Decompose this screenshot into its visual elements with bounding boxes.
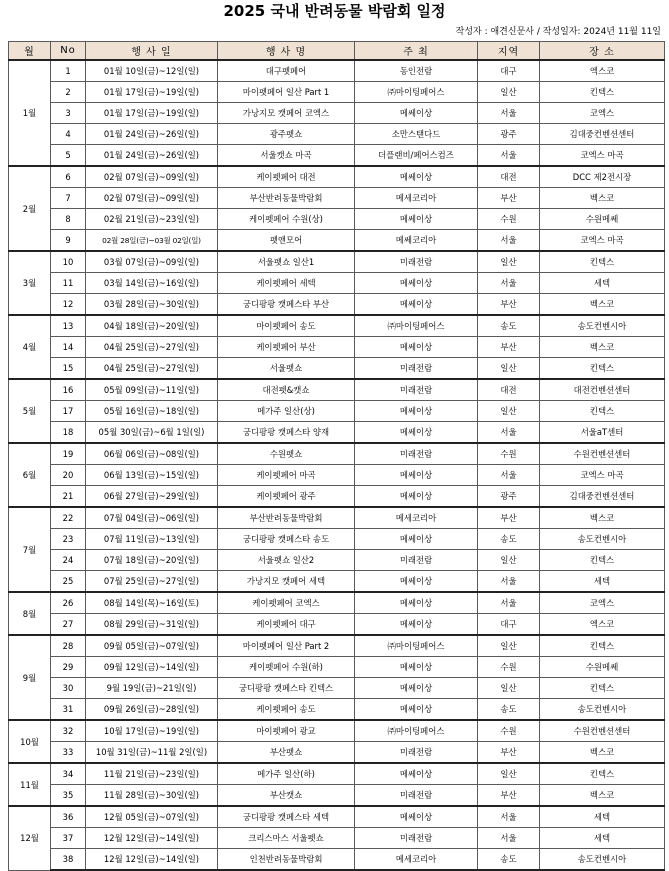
event-date: 01월 24일(금)~26일(일) (86, 145, 218, 167)
table-row (9, 188, 665, 209)
event-name: 케이펫페어 세텍 (218, 273, 355, 294)
table-row (9, 806, 665, 828)
event-region: 송도 (478, 529, 540, 550)
event-host: ㈜마이팅페어스 (355, 82, 478, 103)
table-row (9, 294, 665, 316)
event-no: 6 (51, 166, 86, 188)
event-no: 26 (51, 592, 86, 614)
event-region: 서울 (478, 828, 540, 849)
event-name: 마이펫페어 일산 Part 2 (218, 635, 355, 657)
event-venue: 세텍 (540, 571, 665, 593)
table-row (9, 103, 665, 124)
event-no: 18 (51, 422, 86, 444)
event-venue: DCC 제2전시장 (540, 166, 665, 188)
event-name: 케이펫페어 부산 (218, 337, 355, 358)
event-region: 부산 (478, 337, 540, 358)
event-date: 12월 12일(금)~14일(일) (86, 849, 218, 871)
event-region: 대전 (478, 166, 540, 188)
event-date: 05월 16일(금)~18일(일) (86, 401, 218, 422)
event-region: 서울 (478, 592, 540, 614)
event-date: 01월 17일(금)~19일(일) (86, 82, 218, 103)
table-row (9, 592, 665, 614)
event-date: 07월 18일(금)~20일(일) (86, 550, 218, 571)
event-date: 02월 07일(금)~09일(일) (86, 166, 218, 188)
table-row (9, 60, 665, 82)
event-date: 05월 09일(금)~11일(일) (86, 379, 218, 401)
event-date: 08월 14일(목)~16일(토) (86, 592, 218, 614)
event-venue: 벡스코 (540, 785, 665, 807)
event-venue: 킨텍스 (540, 251, 665, 273)
event-no: 29 (51, 657, 86, 678)
event-no: 13 (51, 315, 86, 337)
event-name: 대전펫&캣쇼 (218, 379, 355, 401)
event-venue: 송도컨벤시아 (540, 699, 665, 721)
event-date: 07월 04일(금)~06일(일) (86, 507, 218, 529)
event-date: 04월 25일(금)~27일(일) (86, 337, 218, 358)
event-date: 11월 28일(금)~30일(일) (86, 785, 218, 807)
event-host: 메세코리아 (355, 188, 478, 209)
event-host: 소만스탠다드 (355, 124, 478, 145)
event-host: 메쎄이상 (355, 614, 478, 636)
table-row (9, 486, 665, 508)
event-venue: 수원컨벤션센터 (540, 720, 665, 742)
event-no: 38 (51, 849, 86, 871)
table-row (9, 742, 665, 764)
event-venue: 킨텍스 (540, 763, 665, 785)
event-name: 가낭지모 캣페어 세텍 (218, 571, 355, 593)
event-no: 14 (51, 337, 86, 358)
event-region: 수원 (478, 657, 540, 678)
event-no: 20 (51, 465, 86, 486)
event-name: 케이펫페어 마곡 (218, 465, 355, 486)
event-no: 16 (51, 379, 86, 401)
event-region: 대전 (478, 379, 540, 401)
header-row (9, 42, 665, 61)
event-host: 메세코리아 (355, 849, 478, 871)
month-cell: 11월 (9, 763, 51, 806)
event-no: 3 (51, 103, 86, 124)
event-region: 수원 (478, 209, 540, 230)
event-date: 11월 21일(금)~23일(일) (86, 763, 218, 785)
event-name: 케이펫페어 광주 (218, 486, 355, 508)
event-date: 01월 10일(금)~12일(일) (86, 60, 218, 82)
event-venue: 킨텍스 (540, 550, 665, 571)
event-venue: 수원메쎄 (540, 209, 665, 230)
event-venue: 킨텍스 (540, 82, 665, 103)
table-row (9, 230, 665, 252)
event-no: 4 (51, 124, 86, 145)
table-row (9, 699, 665, 721)
event-no: 35 (51, 785, 86, 807)
event-region: 일산 (478, 550, 540, 571)
event-host: 메쎄이상 (355, 592, 478, 614)
event-venue: 코엑스 (540, 103, 665, 124)
table-row (9, 571, 665, 593)
event-no: 27 (51, 614, 86, 636)
event-region: 부산 (478, 742, 540, 764)
event-host: 미래전람 (355, 358, 478, 380)
event-region: 수원 (478, 443, 540, 465)
table-row (9, 678, 665, 699)
event-venue: 김대중컨벤션센터 (540, 486, 665, 508)
event-date: 07월 11일(금)~13일(일) (86, 529, 218, 550)
month-cell: 5월 (9, 379, 51, 443)
month-cell: 6월 (9, 443, 51, 507)
event-region: 부산 (478, 507, 540, 529)
event-date: 12월 12일(금)~14일(일) (86, 828, 218, 849)
event-region: 서울 (478, 273, 540, 294)
event-no: 32 (51, 720, 86, 742)
event-date: 09월 05일(금)~07일(일) (86, 635, 218, 657)
event-region: 수원 (478, 720, 540, 742)
event-host: 메쎄이상 (355, 763, 478, 785)
event-region: 송도 (478, 849, 540, 871)
event-date: 03월 07일(금)~09일(일) (86, 251, 218, 273)
event-name: 궁디팡팡 캣페스타 송도 (218, 529, 355, 550)
event-venue: 코엑스 마곡 (540, 145, 665, 167)
month-cell: 12월 (9, 806, 51, 870)
event-date: 12월 05일(금)~07일(일) (86, 806, 218, 828)
event-venue: 킨텍스 (540, 401, 665, 422)
event-host: 미래전람 (355, 550, 478, 571)
event-host: 메쎄이상 (355, 465, 478, 486)
event-venue: 벡스코 (540, 742, 665, 764)
header-region: 지역 (478, 42, 540, 61)
event-host: 메쎄이상 (355, 294, 478, 316)
event-date: 08월 29일(금)~31일(일) (86, 614, 218, 636)
table-row (9, 358, 665, 380)
event-venue: 대전컨벤션센터 (540, 379, 665, 401)
event-name: 마이펫페어 송도 (218, 315, 355, 337)
event-date: 03월 28일(금)~30일(일) (86, 294, 218, 316)
event-no: 12 (51, 294, 86, 316)
event-region: 서울 (478, 145, 540, 167)
event-name: 궁디팡팡 캣페스타 킨텍스 (218, 678, 355, 699)
event-region: 서울 (478, 571, 540, 593)
event-venue: 김대중컨벤션센터 (540, 124, 665, 145)
month-cell: 2월 (9, 166, 51, 251)
event-region: 부산 (478, 188, 540, 209)
event-name: 부산반려동물박람회 (218, 188, 355, 209)
month-cell: 7월 (9, 507, 51, 592)
table-row (9, 550, 665, 571)
header-venue: 장 소 (540, 42, 665, 61)
event-region: 일산 (478, 678, 540, 699)
month-cell: 9월 (9, 635, 51, 720)
event-name: 메가주 일산(하) (218, 763, 355, 785)
table-row (9, 251, 665, 273)
event-host: ㈜마이팅페어스 (355, 720, 478, 742)
table-row (9, 401, 665, 422)
event-name: 케이펫페어 수원(하) (218, 657, 355, 678)
event-host: 메쎄이상 (355, 806, 478, 828)
event-host: 메쎄이상 (355, 699, 478, 721)
event-date: 02월 07일(금)~09일(일) (86, 188, 218, 209)
event-date: 10월 31일(금)~11월 2일(일) (86, 742, 218, 764)
event-host: 메쎄이상 (355, 422, 478, 444)
event-name: 메가주 일산(상) (218, 401, 355, 422)
event-name: 부산펫쇼 (218, 742, 355, 764)
event-no: 28 (51, 635, 86, 657)
event-region: 일산 (478, 358, 540, 380)
event-host: 메쎄이상 (355, 529, 478, 550)
event-venue: 세텍 (540, 806, 665, 828)
event-no: 2 (51, 82, 86, 103)
event-name: 가낭지모 캣페어 코엑스 (218, 103, 355, 124)
event-no: 11 (51, 273, 86, 294)
table-row (9, 614, 665, 636)
event-date: 10월 17일(금)~19일(일) (86, 720, 218, 742)
event-host: 메쎄코리아 (355, 230, 478, 252)
event-host: 메쎄이상 (355, 166, 478, 188)
event-no: 1 (51, 60, 86, 82)
page-title: 2025 국내 반려동물 박람회 일정 (223, 2, 446, 20)
event-venue: 수원메쎄 (540, 657, 665, 678)
event-venue: 벡스코 (540, 507, 665, 529)
event-host: 메쎄이상 (355, 209, 478, 230)
event-name: 부산캣쇼 (218, 785, 355, 807)
event-no: 7 (51, 188, 86, 209)
event-venue: 세텍 (540, 273, 665, 294)
table-row (9, 849, 665, 871)
event-name: 케이펫페어 대전 (218, 166, 355, 188)
event-venue: 송도컨벤시아 (540, 315, 665, 337)
event-no: 17 (51, 401, 86, 422)
event-region: 서울 (478, 422, 540, 444)
event-name: 광주펫쇼 (218, 124, 355, 145)
event-region: 부산 (478, 294, 540, 316)
event-host: 메쎄이상 (355, 273, 478, 294)
table-row (9, 82, 665, 103)
event-name: 대구펫페어 (218, 60, 355, 82)
event-region: 부산 (478, 785, 540, 807)
event-name: 케이펫페어 수원(상) (218, 209, 355, 230)
event-host: 메쎄이상 (355, 337, 478, 358)
event-no: 23 (51, 529, 86, 550)
author-date-line: 작성자 : 애견신문사 / 작성일자: 2024년 11월 11일 (455, 27, 661, 37)
event-date: 07월 25일(금)~27일(일) (86, 571, 218, 593)
table-row (9, 209, 665, 230)
event-region: 송도 (478, 315, 540, 337)
table-row (9, 828, 665, 849)
table-row (9, 465, 665, 486)
event-venue: 서울aT센터 (540, 422, 665, 444)
table-row (9, 443, 665, 465)
event-name: 서울펫쇼 (218, 358, 355, 380)
event-name: 크리스마스 서울펫쇼 (218, 828, 355, 849)
month-cell: 1월 (9, 60, 51, 166)
month-cell: 10월 (9, 720, 51, 763)
event-name: 케이펫페어 송도 (218, 699, 355, 721)
table-row (9, 124, 665, 145)
table-row (9, 337, 665, 358)
event-name: 궁디팡팡 캣페스타 양재 (218, 422, 355, 444)
event-venue: 코엑스 (540, 592, 665, 614)
event-region: 일산 (478, 251, 540, 273)
event-no: 31 (51, 699, 86, 721)
table-row (9, 273, 665, 294)
event-host: 메쎄이상 (355, 103, 478, 124)
header-event-name: 행 사 명 (218, 42, 355, 61)
event-date: 9월 19일(금)~21일(일) (86, 678, 218, 699)
event-name: 수원펫쇼 (218, 443, 355, 465)
event-venue: 코엑스 마곡 (540, 230, 665, 252)
event-host: 메쎄이상 (355, 657, 478, 678)
event-host: 메쎄이상 (355, 486, 478, 508)
event-date: 06월 27일(금)~29일(일) (86, 486, 218, 508)
event-venue: 벡스코 (540, 188, 665, 209)
event-region: 서울 (478, 230, 540, 252)
event-no: 33 (51, 742, 86, 764)
event-region: 서울 (478, 465, 540, 486)
event-date: 04월 18일(금)~20일(일) (86, 315, 218, 337)
event-host: 동인전람 (355, 60, 478, 82)
event-region: 일산 (478, 763, 540, 785)
table-row (9, 785, 665, 807)
event-no: 34 (51, 763, 86, 785)
event-host: 미래전람 (355, 443, 478, 465)
event-host: ㈜마이팅페어스 (355, 315, 478, 337)
event-no: 5 (51, 145, 86, 167)
event-host: 미래전람 (355, 742, 478, 764)
event-host: ㈜마이팅페어스 (355, 635, 478, 657)
event-name: 궁디팡팡 캣페스타 부산 (218, 294, 355, 316)
event-name: 부산반려동물박람회 (218, 507, 355, 529)
event-region: 대구 (478, 614, 540, 636)
table-row (9, 720, 665, 742)
event-host: 메쎄이상 (355, 678, 478, 699)
event-host: 미래전람 (355, 828, 478, 849)
event-date: 01월 17일(금)~19일(일) (86, 103, 218, 124)
event-name: 서울캣쇼 마곡 (218, 145, 355, 167)
event-no: 21 (51, 486, 86, 508)
event-venue: 코엑스 마곡 (540, 465, 665, 486)
event-name: 궁디팡팡 캣페스타 세텍 (218, 806, 355, 828)
event-no: 36 (51, 806, 86, 828)
event-date: 09월 12일(금)~14일(일) (86, 657, 218, 678)
event-region: 송도 (478, 699, 540, 721)
event-no: 22 (51, 507, 86, 529)
event-venue: 킨텍스 (540, 358, 665, 380)
event-name: 마이펫페어 일산 Part 1 (218, 82, 355, 103)
event-no: 10 (51, 251, 86, 273)
event-venue: 송도컨벤시아 (540, 529, 665, 550)
event-region: 대구 (478, 60, 540, 82)
event-name: 서울펫쇼 일산1 (218, 251, 355, 273)
event-no: 30 (51, 678, 86, 699)
event-venue: 벡스코 (540, 337, 665, 358)
event-region: 광주 (478, 124, 540, 145)
event-date: 02월 28일(금)~03월 02일(일) (86, 230, 218, 252)
event-region: 서울 (478, 103, 540, 124)
event-no: 37 (51, 828, 86, 849)
event-date: 06월 06일(금)~08일(일) (86, 443, 218, 465)
event-venue: 세텍 (540, 828, 665, 849)
event-no: 9 (51, 230, 86, 252)
event-no: 24 (51, 550, 86, 571)
event-venue: 킨텍스 (540, 635, 665, 657)
table-row (9, 422, 665, 444)
header-date: 행 사 일 (86, 42, 218, 61)
table-row (9, 379, 665, 401)
table-row (9, 315, 665, 337)
month-cell: 3월 (9, 251, 51, 315)
table-row (9, 635, 665, 657)
event-venue: 수원컨벤션센터 (540, 443, 665, 465)
event-venue: 킨텍스 (540, 678, 665, 699)
event-date: 02월 21일(금)~23일(일) (86, 209, 218, 230)
event-region: 광주 (478, 486, 540, 508)
event-region: 일산 (478, 82, 540, 103)
schedule-body (9, 60, 665, 870)
event-host: 미래전람 (355, 251, 478, 273)
header-no: No (51, 42, 86, 61)
table-row (9, 763, 665, 785)
event-date: 01월 24일(금)~26일(일) (86, 124, 218, 145)
event-host: 메세코리아 (355, 507, 478, 529)
event-name: 서울펫쇼 일산2 (218, 550, 355, 571)
event-host: 메쎄이상 (355, 401, 478, 422)
event-name: 인천반려동물박람회 (218, 849, 355, 871)
event-date: 05월 30일(금)~6월 1일(일) (86, 422, 218, 444)
event-date: 03월 14일(금)~16일(일) (86, 273, 218, 294)
table-row (9, 507, 665, 529)
event-no: 8 (51, 209, 86, 230)
event-date: 09월 26일(금)~28일(일) (86, 699, 218, 721)
event-venue: 벡스코 (540, 294, 665, 316)
event-name: 펫앤모어 (218, 230, 355, 252)
event-host: 미래전람 (355, 785, 478, 807)
event-venue: 송도컨벤시아 (540, 849, 665, 871)
event-host: 더플랜비/페어스컴즈 (355, 145, 478, 167)
event-no: 25 (51, 571, 86, 593)
event-region: 일산 (478, 635, 540, 657)
month-cell: 8월 (9, 592, 51, 635)
event-date: 04월 25일(금)~27일(일) (86, 358, 218, 380)
table-row (9, 145, 665, 167)
event-name: 마이펫페어 광교 (218, 720, 355, 742)
event-venue: 엑스코 (540, 60, 665, 82)
event-name: 케이펫페어 코엑스 (218, 592, 355, 614)
table-row (9, 657, 665, 678)
event-venue: 엑스코 (540, 614, 665, 636)
month-cell: 4월 (9, 315, 51, 379)
event-no: 15 (51, 358, 86, 380)
event-host: 미래전람 (355, 379, 478, 401)
schedule-table (8, 41, 665, 871)
table-row (9, 166, 665, 188)
event-name: 케이펫페어 대구 (218, 614, 355, 636)
event-host: 메쎄이상 (355, 571, 478, 593)
event-no: 19 (51, 443, 86, 465)
event-region: 서울 (478, 806, 540, 828)
event-region: 일산 (478, 401, 540, 422)
table-row (9, 529, 665, 550)
event-date: 06월 13일(금)~15일(일) (86, 465, 218, 486)
header-month: 월 (9, 42, 51, 61)
header-host: 주 최 (355, 42, 478, 61)
